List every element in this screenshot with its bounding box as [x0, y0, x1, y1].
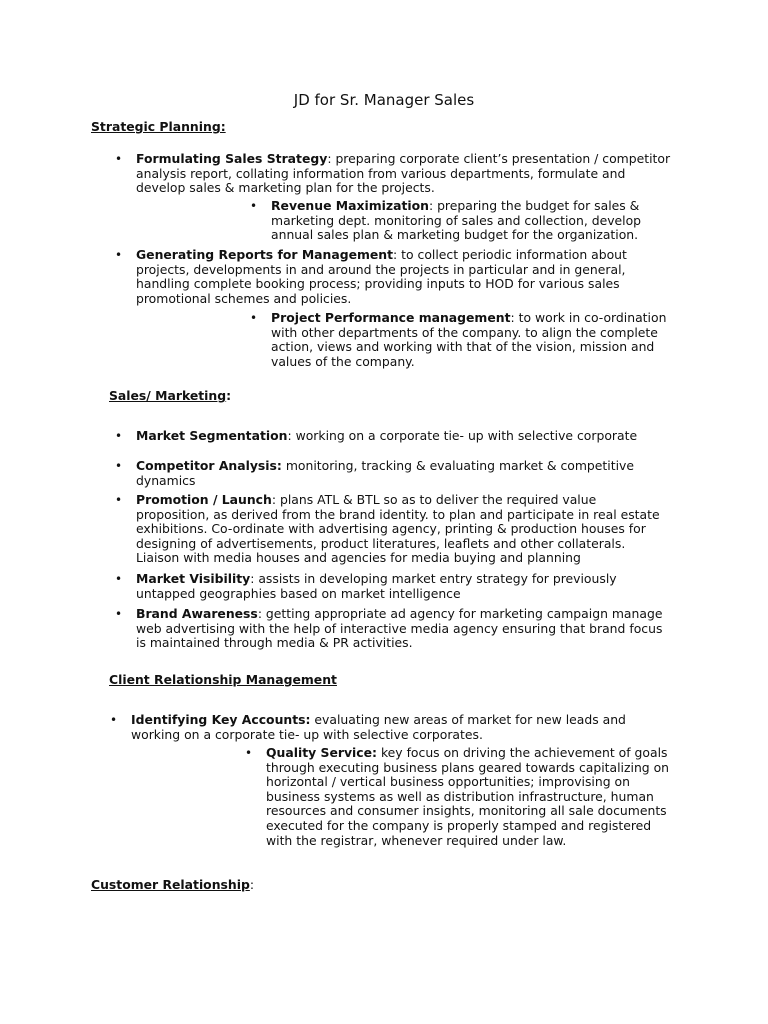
item-text: : to work in co-ordination: [510, 310, 667, 325]
item-text: resources and consumer insights, monitoring all sale documents: [266, 803, 667, 819]
item-text: : plans ATL & BTL so as to deliver the required value: [271, 492, 597, 507]
section-heading-sales-marketing: Sales/ Marketing:: [109, 388, 232, 403]
item-text: horizontal / vertical business opportunities; improvising on: [266, 774, 630, 790]
item-text: analysis report, collating information from various departments, formulate and: [136, 165, 626, 181]
item-text: : preparing corporate client’s presentation / competitor: [327, 151, 671, 166]
item-text: executed for the company is properly stamped and registered: [266, 817, 652, 833]
item-text: monitoring, tracking & evaluating market & competitive: [281, 458, 634, 473]
item-text: promotional schemes and policies.: [136, 290, 352, 306]
list-item: [115, 606, 663, 651]
bullet-icon: •: [115, 429, 123, 443]
item-text: handling complete booking process; providing inputs to HOD for various sales: [136, 276, 620, 292]
item-text: Liaison with media houses and agencies for media buying and planning: [136, 550, 581, 566]
item-text: untapped geographies based on market intelligence: [136, 585, 461, 601]
item-text: : working on a corporate tie- up with selective corporate: [287, 428, 638, 443]
item-text: with the registrar, whenever required under law.: [266, 832, 567, 848]
list-item: [110, 712, 626, 742]
bullet-icon: •: [115, 572, 123, 586]
list-item: [115, 458, 634, 488]
document-title: JD for Sr. Manager Sales: [293, 91, 475, 109]
item-text: with other departments of the company. to align the complete: [271, 324, 658, 340]
item-text: exhibitions. Co-ordinate with advertising agency, printing & production houses for: [136, 521, 646, 537]
list-item: [115, 492, 660, 566]
section-heading-client-relationship: Client Relationship Management: [109, 672, 337, 687]
item-term: Market Segmentation: [136, 428, 288, 443]
item-term: Market Visibility: [136, 571, 251, 586]
item-text: : preparing the budget for sales &: [428, 198, 640, 213]
item-text: action, views and working with that of the vision, mission and: [271, 339, 655, 355]
item-text: through executing business plans geared towards capitalizing on: [266, 759, 670, 775]
item-text: dynamics: [136, 472, 196, 488]
bullet-icon: •: [250, 311, 258, 325]
item-term: Competitor Analysis:: [136, 458, 282, 473]
item-term: Promotion / Launch: [136, 492, 272, 507]
bullet-icon: •: [245, 746, 253, 760]
section-heading-customer-relationship: Customer Relationship:: [91, 877, 255, 892]
item-text: evaluating new areas of market for new leads and: [310, 712, 626, 727]
item-text: projects, developments in and around the projects in particular and in general,: [136, 261, 626, 277]
list-item: [115, 151, 671, 196]
bullet-icon: •: [115, 152, 123, 166]
list-item: [115, 247, 627, 306]
list-item: [250, 198, 642, 243]
item-term: Project Performance management: [271, 310, 511, 325]
item-text: key focus on driving the achievement of goals: [377, 745, 668, 760]
item-text: proposition, as derived from the brand identity. to plan and participate in real estate: [136, 506, 660, 522]
item-text: business systems as well as distribution infrastructure, human: [266, 788, 654, 804]
list-item: [245, 745, 670, 848]
item-text: web advertising with the help of interactive media agency ensuring that brand focus: [136, 620, 663, 636]
item-text: : assists in developing market entry strategy for previously: [250, 571, 617, 586]
section-heading-strategic-planning: Strategic Planning:: [91, 119, 226, 134]
item-term: Identifying Key Accounts:: [131, 712, 311, 727]
item-term: Generating Reports for Management: [136, 247, 394, 262]
bullet-icon: •: [115, 493, 123, 507]
item-term: Brand Awareness: [136, 606, 258, 621]
item-text: is maintained through media & PR activities.: [136, 635, 413, 651]
list-item: [115, 428, 638, 444]
list-item: [250, 310, 667, 369]
bullet-icon: •: [115, 459, 123, 473]
item-text: develop sales & marketing plan for the projects.: [136, 180, 435, 196]
item-term: Revenue Maximization: [271, 198, 429, 213]
item-text: : to collect periodic information about: [393, 247, 627, 262]
list-item: [115, 571, 617, 601]
bullet-icon: •: [250, 199, 258, 213]
item-text: designing of advertisements, product literatures, leaflets and other collaterals.: [136, 535, 626, 551]
item-text: annual sales plan & marketing budget for the organization.: [271, 227, 639, 243]
bullet-icon: •: [115, 248, 123, 262]
bullet-icon: •: [115, 607, 123, 621]
bullet-icon: •: [110, 713, 118, 727]
item-text: marketing dept. monitoring of sales and collection, develop: [271, 212, 642, 228]
item-term: Quality Service:: [266, 745, 377, 760]
item-text: : getting appropriate ad agency for marketing campaign manage: [257, 606, 663, 621]
item-text: working on a corporate tie- up with selective corporates.: [131, 726, 483, 742]
item-term: Formulating Sales Strategy: [136, 151, 328, 166]
item-text: values of the company.: [271, 353, 415, 369]
